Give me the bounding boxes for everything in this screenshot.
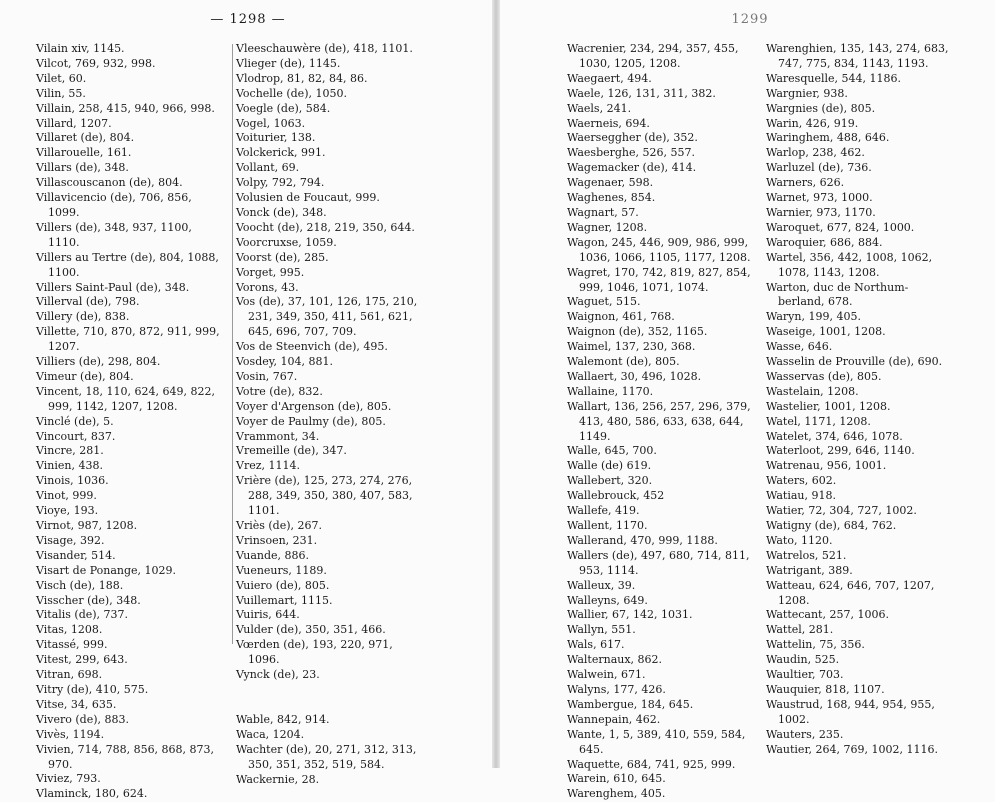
index-entry: Wachter (de), 20, 271, 312, 313, 350, 351, 352, 519, 584.	[236, 742, 417, 771]
index-entry: Villain, 258, 415, 940, 966, 998.	[36, 101, 215, 115]
index-entry: Visch (de), 188.	[36, 578, 124, 592]
index-entry: Watigny (de), 684, 762.	[766, 519, 897, 532]
index-entry: Vilain xiv, 1145.	[36, 42, 125, 55]
index-entry: Waerneis, 694.	[567, 116, 650, 130]
index-entry: Warton, duc de Northum-berland, 678.	[766, 280, 909, 309]
index-entry: Wacrenier, 234, 294, 357, 455, 1030, 1205, 1208.	[567, 42, 739, 70]
index-entry: Walemont (de), 805.	[567, 355, 680, 369]
index-entry: Waresquelle, 544, 1186.	[766, 71, 901, 85]
index-entry: Walwein, 671.	[567, 668, 646, 682]
index-entry: Wagemacker (de), 414.	[567, 161, 697, 175]
index-entry: Vilet, 60.	[36, 71, 87, 85]
index-entry: Wattelin, 75, 356.	[766, 638, 865, 652]
index-entry: Wallaine, 1170.	[567, 384, 654, 398]
index-entry: Wargnies (de), 805.	[766, 101, 876, 115]
index-entry: Villarouelle, 161.	[36, 146, 132, 160]
index-entry: Vincourt, 837.	[36, 429, 116, 443]
index-entry: Vœrden (de), 193, 220, 971, 1096.	[236, 638, 393, 667]
index-entry: Vollant, 69.	[236, 161, 300, 175]
index-entry: Volpy, 792, 794.	[236, 176, 325, 190]
index-entry: Villers (de), 348, 937, 1100, 1110.	[36, 220, 192, 249]
index-entry: Vitas, 1208.	[36, 623, 103, 637]
index-entry: Villaret (de), 804.	[36, 131, 135, 145]
index-entry: Vuande, 886.	[236, 548, 310, 562]
index-entry: Wackernie, 28.	[236, 772, 320, 786]
index-entry: Warenghem, 405.	[567, 787, 666, 801]
index-column	[567, 42, 753, 802]
index-entry: Waringhem, 488, 646.	[766, 131, 890, 145]
index-entry: Wallier, 67, 142, 1031.	[567, 608, 693, 622]
index-entry: Wallebrouck, 452	[567, 489, 665, 503]
index-entry: Watiau, 918.	[766, 489, 836, 503]
index-entry: Villette, 710, 870, 872, 911, 999, 1207.	[36, 325, 220, 354]
index-entry: Watrelos, 521.	[766, 548, 847, 562]
index-entry: Waignon (de), 352, 1165.	[567, 325, 708, 339]
index-entry: Wallart, 136, 256, 257, 296, 379, 413, 480, 586, 633, 638, 644, 1149.	[567, 399, 751, 443]
index-entry: Warnier, 973, 1170.	[766, 205, 876, 219]
index-entry: Vuiero (de), 805.	[236, 578, 330, 592]
index-entry: Vrinsoen, 231.	[236, 533, 318, 547]
index-entry: Visander, 514.	[36, 548, 116, 562]
index-entry: Visage, 392.	[36, 533, 105, 547]
index-entry: Vrez, 1114.	[236, 459, 300, 473]
index-entry: Visart de Ponange, 1029.	[36, 563, 177, 577]
index-entry: Watelet, 374, 646, 1078.	[766, 429, 903, 443]
index-entry: Waegaert, 494.	[567, 71, 652, 85]
index-entry: Wallent, 1170.	[567, 519, 648, 532]
index-entry: Waele, 126, 131, 311, 382.	[567, 86, 716, 100]
index-entry: Vogel, 1063.	[236, 116, 306, 130]
index-entry: Vinien, 438.	[36, 459, 103, 473]
index-entry: Vitry (de), 410, 575.	[36, 682, 149, 696]
index-entry: Waryn, 199, 405.	[766, 310, 861, 324]
index-entry: Vosin, 767.	[236, 369, 298, 383]
index-entry: Wauters, 235.	[766, 727, 844, 741]
index-entry: Warin, 426, 919.	[766, 116, 859, 130]
index-entry: Warnet, 973, 1000.	[766, 191, 873, 205]
book-gutter	[492, 0, 500, 768]
index-entry: Vos de Steenvich (de), 495.	[236, 340, 388, 354]
index-entry: Votre (de), 832.	[236, 384, 323, 398]
index-entry: Voegle (de), 584.	[236, 101, 331, 115]
index-entry: Vochelle (de), 1050.	[236, 86, 347, 100]
index-entry: Vitest, 299, 643.	[36, 653, 128, 667]
index-entry: Wagenaer, 598.	[567, 176, 654, 190]
index-column	[766, 42, 952, 758]
index-entry: Walle (de) 619.	[567, 459, 652, 473]
index-entry: Warluzel (de), 736.	[766, 161, 872, 175]
index-entry: Watrigant, 389.	[766, 563, 853, 577]
index-entry: Vleeschauwère (de), 418, 1101.	[236, 42, 413, 55]
index-entry: Walleux, 39.	[567, 578, 636, 592]
index-entry: Waterloot, 299, 646, 1140.	[766, 444, 915, 458]
index-entry: Vinclé (de), 5.	[36, 414, 114, 428]
index-entry: Vitran, 698.	[36, 668, 103, 682]
index-entry: Waudin, 525.	[766, 653, 840, 667]
index-entry: Warein, 610, 645.	[567, 772, 666, 786]
index-entry: Waels, 241.	[567, 101, 632, 115]
index-entry: Villiers (de), 298, 804.	[36, 355, 161, 369]
index-entry: Waesberghe, 526, 557.	[567, 146, 695, 160]
index-entry: Vulder (de), 350, 351, 466.	[236, 623, 386, 637]
index-entry: Vremeille (de), 347.	[236, 444, 347, 458]
index-entry: Waultier, 703.	[766, 668, 844, 682]
index-entry: Vrière (de), 125, 273, 274, 276, 288, 349, 350, 380, 407, 583, 1101.	[236, 474, 413, 518]
index-entry: Wagnart, 57.	[567, 205, 639, 219]
index-entry: Wallebert, 320.	[567, 474, 653, 488]
index-entry: Vriès (de), 267.	[236, 519, 322, 532]
index-entry: Vincent, 18, 110, 624, 649, 822, 999, 1142, 1207, 1208.	[36, 384, 215, 413]
index-entry: Vrammont, 34.	[236, 429, 320, 443]
index-entry: Villavicencio (de), 706, 856, 1099.	[36, 191, 192, 219]
index-entry: Villascouscanon (de), 804.	[36, 176, 183, 190]
left-page-number: — 1298 —	[210, 12, 286, 27]
index-entry: Voorcruxse, 1059.	[236, 235, 337, 249]
index-entry: Wallefe, 419.	[567, 504, 640, 518]
index-entry: Vivero (de), 883.	[36, 712, 129, 726]
index-entry: Vorons, 43.	[236, 280, 299, 294]
index-column	[36, 42, 226, 802]
index-entry: Wattel, 281.	[766, 623, 834, 637]
index-entry: Virnot, 987, 1208.	[36, 519, 138, 532]
index-entry: Vivien, 714, 788, 856, 868, 873, 970.	[36, 742, 215, 771]
index-entry: Walle, 645, 700.	[567, 444, 657, 458]
index-entry: Walleyns, 649.	[567, 593, 648, 607]
index-entry: Warners, 626.	[766, 176, 845, 190]
index-entry: Waroquet, 677, 824, 1000.	[766, 220, 915, 234]
index-entry: Volusien de Foucaut, 999.	[236, 191, 380, 205]
index-entry: Vuillemart, 1115.	[236, 593, 333, 607]
index-entry: Wattecant, 257, 1006.	[766, 608, 889, 622]
index-entry: Villers au Tertre (de), 804, 1088, 1100.	[36, 250, 219, 279]
index-entry: Waimel, 137, 230, 368.	[567, 340, 696, 354]
index-entry: Vos (de), 37, 101, 126, 175, 210, 231, 349, 350, 411, 561, 621, 645, 696, 707, 709.	[236, 295, 418, 339]
index-entry: Villars (de), 348.	[36, 161, 129, 175]
index-entry: Villery (de), 838.	[36, 310, 130, 324]
index-entry: Wallers (de), 497, 680, 714, 811, 953, 1114.	[567, 548, 750, 577]
index-entry: Warenghien, 135, 143, 274, 683, 747, 775, 834, 1143, 1193.	[766, 42, 949, 70]
index-entry: Watrenau, 956, 1001.	[766, 459, 887, 473]
index-entry: Villers Saint-Paul (de), 348.	[36, 280, 190, 294]
index-entry: Vitassé, 999.	[36, 638, 108, 652]
index-entry: Vimeur (de), 804.	[36, 369, 134, 383]
index-entry: Vinot, 999.	[36, 489, 97, 503]
index-entry: Vuiris, 644.	[236, 608, 300, 622]
index-entry: Watteau, 624, 646, 707, 1207, 1208.	[766, 578, 935, 607]
index-entry: Voocht (de), 218, 219, 350, 644.	[236, 220, 415, 234]
index-entry: Walyns, 177, 426.	[567, 682, 666, 696]
index-entry: Villerval (de), 798.	[36, 295, 140, 309]
index-entry: Wagon, 245, 446, 909, 986, 999, 1036, 1066, 1105, 1177, 1208.	[567, 235, 751, 264]
index-entry: Vilin, 55.	[36, 86, 86, 100]
index-entry: Waustrud, 168, 944, 954, 955, 1002.	[766, 697, 935, 726]
index-entry: Warlop, 238, 462.	[766, 146, 865, 160]
section-gap	[236, 683, 422, 713]
index-entry: Vincre, 281.	[36, 444, 104, 458]
index-entry: Wagret, 170, 742, 819, 827, 854, 999, 1046, 1071, 1074.	[567, 265, 751, 294]
index-entry: Wasselin de Prouville (de), 690.	[766, 355, 943, 369]
index-entry: Vorget, 995.	[236, 265, 305, 279]
index-entry: Wallyn, 551.	[567, 623, 636, 637]
index-entry: Wato, 1120.	[766, 533, 833, 547]
index-entry: Wannepain, 462.	[567, 712, 661, 726]
index-entry: Wauquier, 818, 1107.	[766, 682, 885, 696]
index-entry: Vlodrop, 81, 82, 84, 86.	[236, 71, 368, 85]
index-entry: Volckerick, 991.	[236, 146, 326, 160]
index-entry: Waseige, 1001, 1208.	[766, 325, 886, 339]
index-entry: Vynck (de), 23.	[236, 668, 320, 682]
index-entry: Vosdey, 104, 881.	[236, 355, 333, 369]
index-entry: Waghenes, 854.	[567, 191, 656, 205]
column-divider	[232, 44, 233, 644]
index-entry: Vivès, 1194.	[36, 727, 105, 741]
index-entry: Vitse, 34, 635.	[36, 697, 117, 711]
index-entry: Vlaminck, 180, 624.	[36, 787, 148, 801]
index-entry: Vonck (de), 348.	[236, 205, 327, 219]
index-entry: Wallerand, 470, 999, 1188.	[567, 533, 718, 547]
index-entry: Waroquier, 686, 884.	[766, 235, 883, 249]
index-entry: Waerseggher (de), 352.	[567, 131, 698, 145]
index-entry: Wante, 1, 5, 389, 410, 559, 584, 645.	[567, 727, 746, 756]
index-entry: Wallaert, 30, 496, 1028.	[567, 369, 702, 383]
index-entry: Waguet, 515.	[567, 295, 641, 309]
index-entry: Wals, 617.	[567, 638, 625, 652]
index-entry: Wastelier, 1001, 1208.	[766, 399, 891, 413]
index-column	[236, 42, 422, 788]
index-entry: Viviez, 793.	[36, 772, 101, 786]
right-page	[500, 0, 995, 801]
index-entry: Vitalis (de), 737.	[36, 608, 129, 622]
index-entry: Watel, 1171, 1208.	[766, 414, 871, 428]
index-entry: Waquette, 684, 741, 925, 999.	[567, 757, 736, 771]
index-entry: Visscher (de), 348.	[36, 593, 141, 607]
index-entry: Voorst (de), 285.	[236, 250, 329, 264]
index-entry: Villard, 1207.	[36, 116, 112, 130]
index-entry: Vinois, 1036.	[36, 474, 109, 488]
index-entry: Vueneurs, 1189.	[236, 563, 327, 577]
index-entry: Waters, 602.	[766, 474, 837, 488]
index-entry: Watier, 72, 304, 727, 1002.	[766, 504, 917, 518]
index-entry: Wambergue, 184, 645.	[567, 697, 694, 711]
index-entry: Wautier, 264, 769, 1002, 1116.	[766, 742, 938, 756]
index-entry: Walternaux, 862.	[567, 653, 663, 667]
left-page	[0, 0, 492, 801]
index-entry: Wagner, 1208.	[567, 220, 648, 234]
index-entry: Vlieger (de), 1145.	[236, 56, 341, 70]
index-entry: Voyer d'Argenson (de), 805.	[236, 399, 392, 413]
index-entry: Vilcot, 769, 932, 998.	[36, 56, 156, 70]
index-entry: Wargnier, 938.	[766, 86, 848, 100]
right-page-number: 1299	[731, 12, 769, 27]
index-entry: Wable, 842, 914.	[236, 712, 330, 726]
index-entry: Waca, 1204.	[236, 727, 305, 741]
index-entry: Wasse, 646.	[766, 340, 833, 354]
index-entry: Wartel, 356, 442, 1008, 1062, 1078, 1143, 1208.	[766, 250, 933, 279]
index-entry: Voiturier, 138.	[236, 131, 316, 145]
index-entry: Wastelain, 1208.	[766, 384, 859, 398]
index-entry: Voyer de Paulmy (de), 805.	[236, 414, 386, 428]
index-entry: Waignon, 461, 768.	[567, 310, 675, 324]
index-entry: Wasservas (de), 805.	[766, 369, 882, 383]
index-entry: Vioye, 193.	[36, 504, 99, 518]
